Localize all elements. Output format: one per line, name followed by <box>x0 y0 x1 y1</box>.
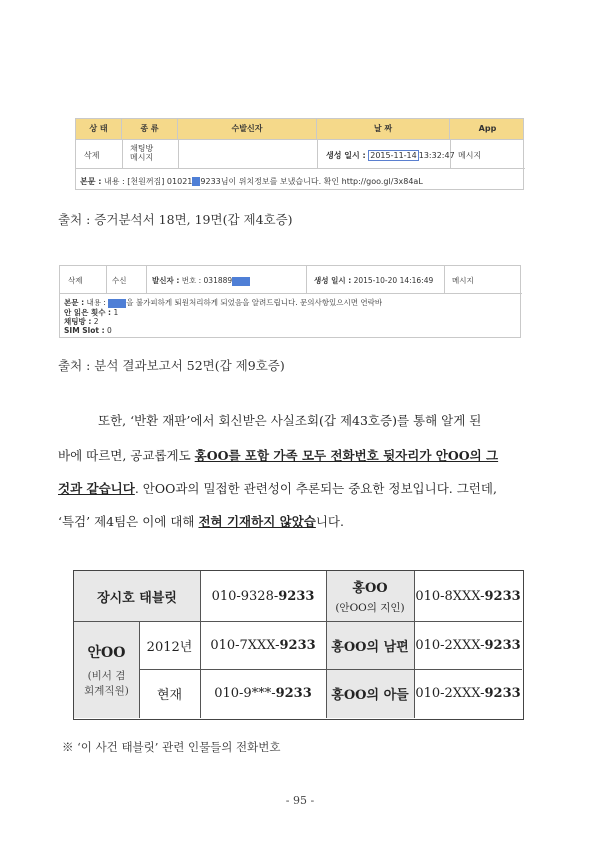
t3-phone-current: 010-9***- 9233 <box>214 686 312 701</box>
t2-date-value: 2015-10-20 14:16:49 <box>353 276 434 285</box>
t3-period-current: 현재 <box>156 688 183 703</box>
t3-acquaintance: 홍OO (안OO의 지인) <box>326 571 414 621</box>
body-label: 본문 : <box>80 177 102 186</box>
row-type-line2: 메시지 <box>130 153 154 162</box>
row-date <box>326 150 455 161</box>
t3-tablet-phone: 010-9328- 9233 <box>211 588 315 604</box>
para-line-3: 것과 같습니다. 안OO과의 밀접한 관련성이 추론되는 중요한 정보입니다. 그런데, <box>58 481 497 496</box>
t2-app: 메시지 <box>452 276 474 285</box>
row-status: 삭제 <box>84 151 100 160</box>
t3-phone-2012: 010-7XXX- 9233 <box>210 637 316 653</box>
t3-acquaintance-phone: 010-8XXX- 9233 <box>415 588 521 604</box>
t2-sender-value: 번호 : 031889 <box>181 276 233 285</box>
t3-husband: 홍OO의 남편 <box>326 621 414 669</box>
emphasis-2: 것과 같습니다 <box>58 481 135 496</box>
page-number: - 95 - <box>285 794 315 807</box>
header-type: 종 류 <box>122 119 178 139</box>
t2-body-line <box>64 298 382 308</box>
redaction-block <box>108 299 126 308</box>
t2-sender-label: 발신자 : <box>152 276 180 285</box>
evidence-table-2 <box>59 265 521 338</box>
t3-husband-phone: 010-2XXX- 9233 <box>415 637 521 653</box>
evidence-table-1 <box>75 118 524 190</box>
body-text-b: 9233님이 위치정보를 보냈습니다. 확인 http://goo.gl/3x84aL <box>200 177 423 186</box>
emphasis-3: 전혀 기재하지 않았습 <box>198 514 316 529</box>
para-line-1: 또한, ‘반환 재판’에서 회신받은 사실조회(갑 제43호증)를 통해 알게 된 <box>98 413 482 428</box>
t3-tablet-label: 장시호 태블릿 <box>74 571 200 621</box>
redaction-block <box>232 277 250 286</box>
emphasis-1: 홍OO를 포함 가족 모두 전화번호 뒷자리가 안OO의 그 <box>194 448 499 463</box>
t2-chatroom: 채팅방 : 2 <box>64 316 99 326</box>
header-sender: 수발신자 <box>178 119 317 139</box>
t3-son-phone: 010-2XXX- 9233 <box>415 686 521 701</box>
t2-body-text-a: 내용 : <box>86 298 106 307</box>
row-type <box>130 144 153 162</box>
t2-sender <box>152 275 250 286</box>
source-caption-2: 출처 : 분석 결과보고서 52면(갑 제9호증) <box>58 358 285 373</box>
header-status: 상 태 <box>76 119 122 139</box>
t2-sim: SIM Slot : 0 <box>64 325 112 335</box>
para-line-2: 바에 따르면, 공교롭게도 홍OO를 포함 가족 모두 전화번호 뒷자리가 안OO의 그 <box>58 448 499 463</box>
phone-number-table <box>73 570 524 720</box>
t2-date <box>314 275 433 286</box>
row-date-time: 13:32:47 <box>418 151 455 160</box>
t2-date-label: 생성 일시 : <box>314 276 352 285</box>
para-line-4: ‘특검’ 제4팀은 이에 대해 전혀 기재하지 않았습니다. <box>58 514 344 529</box>
t2-body-text-b: 을 불가피하게 퇴원처리하게 되었음을 알려드립니다. 문의사항있으시면 연락바 <box>126 298 383 307</box>
header-date: 날 짜 <box>317 119 450 139</box>
body-text-a: 내용 : [천원꺼짐] 01021 <box>104 177 193 186</box>
header-app: App <box>478 124 497 133</box>
table1-header-row <box>76 119 523 140</box>
row-app: 메시지 <box>458 151 482 160</box>
t3-person-name: 안OO (비서 겸 회계직원) <box>74 621 139 718</box>
t2-unread: 안 읽은 횟수 : 1 <box>64 307 119 317</box>
t3-period-2012: 2012년 <box>146 639 193 655</box>
t3-son: 홍OO의 아들 <box>326 669 414 718</box>
row-type-line1: 채팅방 <box>130 144 154 153</box>
source-caption-1: 출처 : 증거분석서 18면, 19면(갑 제4호증) <box>58 212 293 227</box>
t2-body <box>64 298 382 335</box>
t2-type: 수신 <box>112 276 127 285</box>
row-date-highlight: 2015-11-14 <box>370 151 417 160</box>
table-footnote: ※ ‘이 사건 태블릿’ 관련 인물들의 전화번호 <box>62 740 281 754</box>
row-body <box>80 176 423 187</box>
row-date-label: 생성 일시 : <box>326 151 366 160</box>
t2-body-label: 본문 : <box>64 298 85 307</box>
t2-status: 삭제 <box>68 276 83 285</box>
